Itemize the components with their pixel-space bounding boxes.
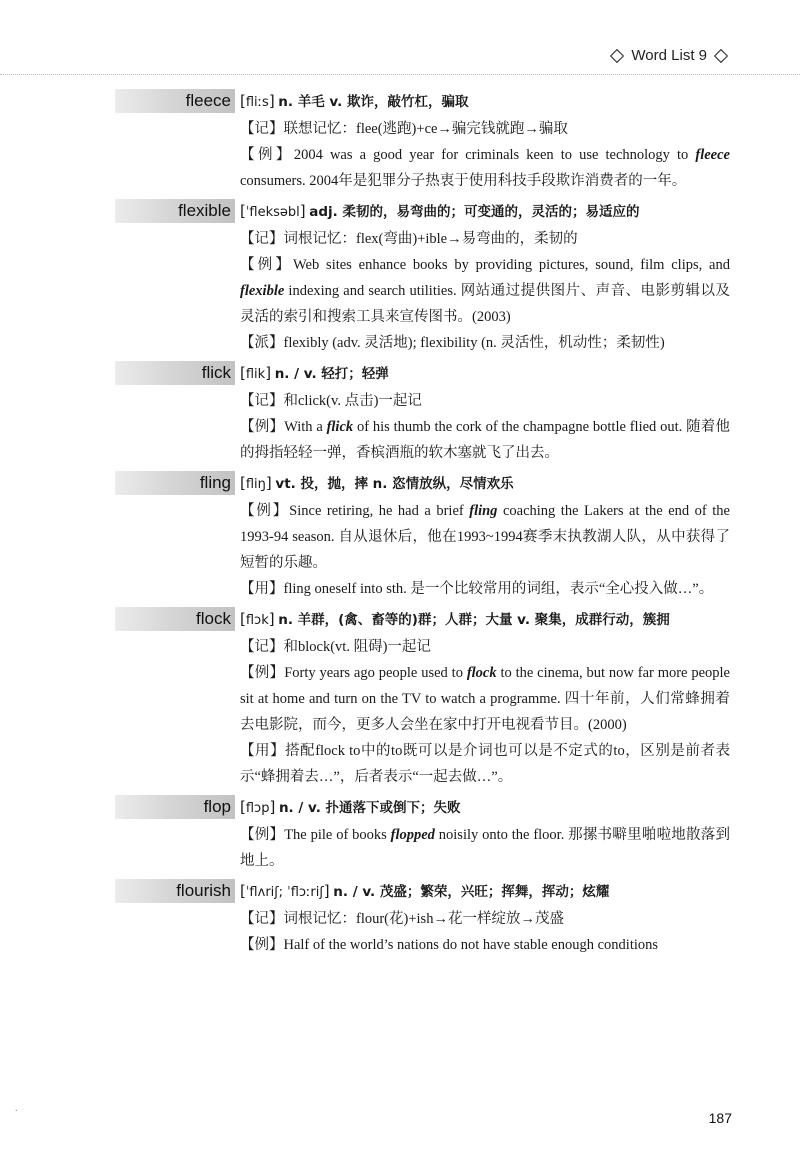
example: 【例】Web sites enhance books by providing pictures, sound, film clips, and flexible indexing and search utilities. 网站通过提供图片、声音、电影剪辑以及灵活的索引和搜索工具来宣传图书。(2003) — [240, 257, 730, 325]
entry-flock — [0, 606, 800, 790]
headword: flop — [203, 797, 231, 816]
gloss: n. 羊群，(禽、畜等的)群；人群；大量 v. 聚集，成群行动，簇拥 — [278, 612, 670, 628]
phonetic: flɔk — [245, 613, 269, 628]
gloss: n. / v. 茂盛；繁荣，兴旺；挥舞，挥动；炫耀 — [333, 884, 610, 900]
entry-fleece — [0, 88, 800, 194]
memory-note: 【记】词根记忆：flex(弯曲)+ible→易弯曲的，柔韧的 — [240, 231, 578, 247]
diamond-icon — [610, 48, 624, 62]
derivatives: 【派】flexibly (adv. 灵活地); flexibility (n. 灵活性，机动性；柔韧性) — [240, 335, 665, 351]
example: 【例】With a flick of his thumb the cork of the champagne bottle flied out. 随着他的拇指轻轻一弹，香槟酒瓶的软木塞就飞了出去。 — [240, 419, 730, 461]
entry-flick — [0, 360, 800, 466]
entry-definition-line: [ˈfleksəbl] adj. 柔韧的，易弯曲的；可变通的，灵活的；易适应的 — [240, 202, 640, 220]
page-number: 187 — [708, 1110, 732, 1126]
phonetic: flɔp — [245, 801, 270, 816]
entry-definition-line: [flɔk] n. 羊群，(禽、畜等的)群；人群；大量 v. 聚集，成群行动，簇拥 — [240, 610, 670, 628]
example: 【例】Since retiring, he had a brief fling coaching the Lakers at the end of the 1993-94 season. 自从退休后，他在1993~1994赛季末执教湖人队，从中获得了短暂的乐趣。 — [240, 503, 730, 571]
gloss: n. / v. 轻打；轻弹 — [274, 366, 389, 382]
headword: flourish — [176, 881, 231, 900]
headword: fling — [199, 473, 231, 492]
phonetic: flik — [245, 367, 266, 382]
headword: flick — [201, 363, 231, 382]
entry-flexible — [0, 198, 800, 356]
running-header — [608, 47, 730, 64]
entry-definition-line: [fliŋ] vt. 投，抛，摔 n. 恣情放纵，尽情欢乐 — [240, 474, 514, 492]
usage-note: 【用】搭配flock to中的to既可以是介词也可以是不定式的to，区别是前者表示“蜂拥着去…”，后者表示“一起去做…”。 — [240, 743, 730, 785]
entry-definition-line: [ˈflʌriʃ; ˈflɔːriʃ] n. / v. 茂盛；繁荣，兴旺；挥舞，挥动；炫耀 — [240, 882, 610, 900]
memory-note: 【记】联想记忆：flee(逃跑)+ce→骗完钱就跑→骗取 — [240, 121, 568, 137]
gloss: n. / v. 扑通落下或倒下；失败 — [278, 800, 461, 816]
phonetic: fliːs — [245, 95, 269, 110]
example: 【例】2004 was a good year for criminals keen to use technology to fleece consumers. 2004年是犯罪分子热衷于使用科技手段欺诈消费者的一年。 — [240, 147, 730, 189]
entry-fling — [0, 470, 800, 602]
usage-note: 【用】fling oneself into sth. 是一个比较常用的词组，表示“全心投入做…”。 — [240, 581, 714, 597]
gloss: n. 羊毛 v. 欺诈，敲竹杠，骗取 — [278, 94, 469, 110]
margin-mark: . — [15, 1103, 18, 1114]
example: 【例】Half of the world’s nations do not have stable enough conditions — [240, 937, 659, 953]
header-title: Word List 9 — [631, 47, 707, 64]
header-rule — [0, 74, 800, 75]
diamond-icon — [714, 48, 728, 62]
memory-note: 【记】词根记忆：flour(花)+ish→花一样绽放→茂盛 — [240, 911, 564, 927]
phonetic: ˈfleksəbl — [245, 205, 300, 220]
headword: flock — [196, 609, 231, 628]
headword: flexible — [178, 201, 231, 220]
headword: fleece — [185, 91, 231, 110]
phonetic: fliŋ — [245, 477, 266, 492]
entry-flop — [0, 794, 800, 874]
gloss: vt. 投，抛，摔 n. 恣情放纵，尽情欢乐 — [275, 476, 514, 492]
entry-flourish — [0, 878, 800, 958]
memory-note: 【记】和click(v. 点击)一起记 — [240, 393, 422, 409]
example: 【例】Forty years ago people used to flock to the cinema, but now far more people sit at home and turn on the TV to watch a programme. 四十年前，人们常蜂拥着去电影院，而今，更多人会坐在家中打开电视看节目。(2000) — [240, 665, 730, 733]
memory-note: 【记】和block(vt. 阻碍)一起记 — [240, 639, 431, 655]
example: 【例】The pile of books flopped noisily onto the floor. 那摞书噼里啪啦地散落到地上。 — [240, 827, 730, 869]
entry-definition-line: [flik] n. / v. 轻打；轻弹 — [240, 364, 389, 382]
entry-definition-line: [fliːs] n. 羊毛 v. 欺诈，敲竹杠，骗取 — [240, 92, 469, 110]
phonetic: ˈflʌriʃ; ˈflɔːriʃ — [245, 885, 324, 900]
entry-definition-line: [flɔp] n. / v. 扑通落下或倒下；失败 — [240, 798, 461, 816]
entry-list — [0, 88, 800, 962]
gloss: adj. 柔韧的，易弯曲的；可变通的，灵活的；易适应的 — [309, 204, 640, 220]
